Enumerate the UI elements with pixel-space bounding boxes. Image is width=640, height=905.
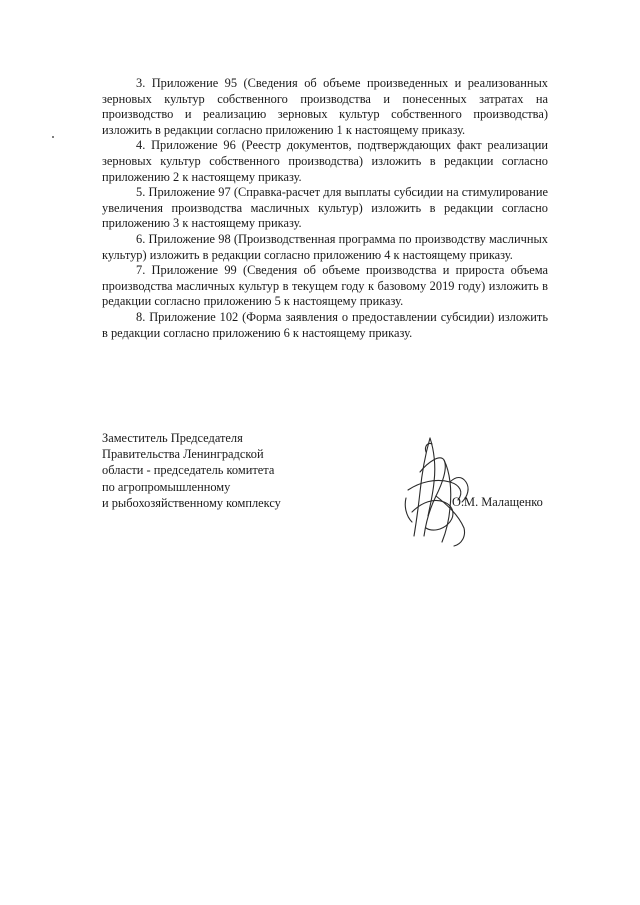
signatory-name: О.М. Малащенко: [452, 495, 543, 509]
document-body: [102, 76, 548, 341]
signatory-title-line: Заместитель Председателя: [102, 431, 243, 445]
paragraph-item-6: 6. Приложение 98 (Производственная программа по производству масличных культур) изложить в редакции согласно приложению 4 к настоящему приказу.: [102, 231, 548, 262]
paragraph-item-8: 8. Приложение 102 (Форма заявления о предоставлении субсидии) изложить в редакции согласно приложению 6 к настоящему приказу.: [102, 309, 548, 340]
paragraph-item-3: 3. Приложение 95 (Сведения об объеме произведенных и реализованных зерновых культур собственного производства и понесенных затратах на производство и реализацию зерновых культур собственного производства) изложить в редакции согласно приложению 1 к настоящему приказу.: [102, 76, 548, 137]
paragraph-item-7: 7. Приложение 99 (Сведения об объеме производства и прироста объема производства масличных культур в текущем году к базовому 2019 году) изложить в редакции согласно приложению 5 к настоящему приказу.: [102, 263, 548, 309]
signatory-title-line: по агропромышленному: [102, 479, 231, 494]
paragraph-item-5: 5. Приложение 97 (Справка-расчет для выплаты субсидии на стимулирование увеличения производства масличных культур) изложить в редакции согласно приложению 3 к настоящему приказу.: [102, 185, 548, 231]
handwritten-signature: [400, 432, 484, 552]
paragraph-item-4: 4. Приложение 96 (Реестр документов, подтверждающих факт реализации зерновых культур собственного производства) изложить в редакции согласно приложению 2 к настоящему приказу.: [102, 138, 548, 184]
signatory-title-line: Правительства Ленинградской: [102, 447, 264, 462]
signatory-title-line: и рыбохозяйственному комплексу: [102, 495, 281, 510]
signatory-title-line: области - председатель комитета: [102, 463, 275, 478]
signatory-title: [102, 430, 312, 511]
margin-mark: [52, 136, 54, 138]
